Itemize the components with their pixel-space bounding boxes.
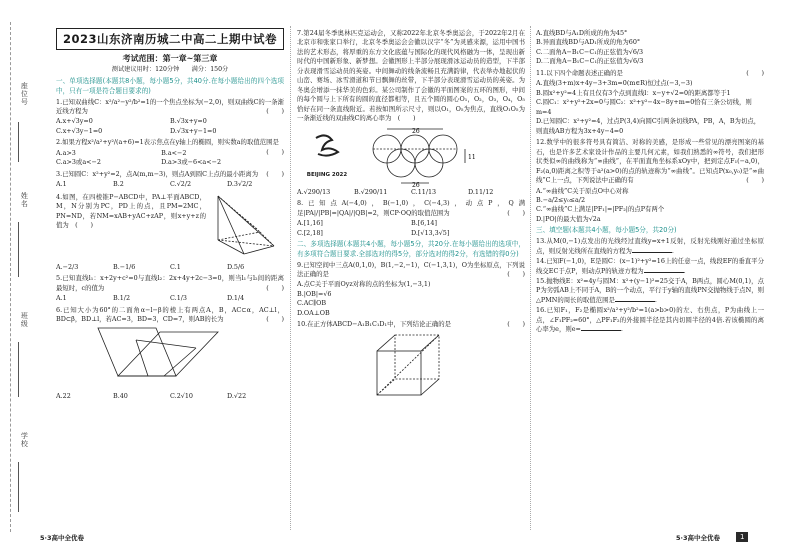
option-d[interactable]: D.5/6	[227, 262, 245, 271]
question-5: 5.已知直线l₁：x+2y+c²=0与直线l₂：2x+4y+2c−3=0，则当l₁与l₂间的距离最短时，c的值为 ( )	[56, 274, 284, 292]
question-text: 5.已知直线l₁：x+2y+c²=0与直线l₂：2x+4y+2c−3=0，则当l₁与l₂间的距离最短时，c的值为	[56, 274, 284, 292]
question-text: 3.已知圆C：x²+y²=2，点A(m,m−3)，则点A到圆C上点的最小距离为	[56, 169, 259, 178]
option-c[interactable]: C.“∞曲线”C上满足|PF₁|=|PF₂|的点P有两个	[536, 205, 665, 214]
footer-left: 5·3高中全优卷	[40, 534, 85, 542]
column-2	[297, 28, 525, 530]
column-1	[56, 28, 284, 530]
footer-right: 5·3高中全优卷	[676, 534, 721, 542]
seat-label: 座位号	[20, 82, 29, 106]
option-d[interactable]: D.1/4	[227, 294, 245, 303]
emblem	[297, 132, 357, 180]
question-8: 8.已知点A(−4,0)，B(−1,0)，C(−4,3)，动点P，Q满足|PA|/|PB|=|QA|/|QB|=2，则CP·OQ的取值范围为 ( )	[297, 199, 525, 217]
option-a[interactable]: A.1	[56, 294, 67, 303]
question-13: 13.从M(0,−1)点发出的光线经过直线y=x+1反射，反射光线刚好通过坐标原点，则反射光线所在直线的方程为 .	[536, 237, 764, 255]
exam-title: 2023山东济南历城二中高二上期中试卷	[56, 28, 284, 50]
option-c[interactable]: C.2√10	[170, 392, 193, 401]
cut-line	[10, 22, 11, 532]
question-text: 8.已知点A(−4,0)，B(−1,0)，C(−4,3)，动点P，Q满足|PA|/|PB|=|QA|/|QB|=2，则CP·OQ的取值范围为	[297, 199, 525, 217]
option-a[interactable]: A.[1,16]	[297, 219, 323, 228]
options	[56, 263, 284, 272]
option-c[interactable]: C.11/13	[411, 187, 437, 196]
question-text: 16.已知F₁，F₂是椭圆x²/a²+y²/b²=1(a>b>0)的左、右焦点，P为曲线上一点，∠F₁PF₂=60°，△PF₁F₂的外接圆半径是其内切圆半径的4倍.若该椭圆的离心率为e，则e=	[536, 306, 764, 334]
question-6: 6.已知大小为60°的二面角α−l−β的棱上有两点A，B，AC⊂α，AC⊥l，BD⊂β，BD⊥l，若AC=3，BD=3，CD=7，则AB的长为 ( )	[56, 305, 284, 324]
option-b[interactable]: B.|OB|=√6	[297, 289, 332, 298]
pyramid-figure	[206, 192, 282, 262]
option-c[interactable]: C.1/3	[170, 294, 187, 303]
section-fill-blank: 三、填空题(本题共4小题，每小题5分，共20分)	[536, 226, 677, 235]
options	[56, 149, 266, 168]
answer-blank[interactable]	[632, 252, 672, 253]
option-b[interactable]: B.−1/6	[113, 262, 136, 271]
question-3: 3.已知圆C：x²+y²=2，点A(m,m−3)，则点A到圆C上点的最小距离为 ( )	[56, 169, 284, 178]
option-b[interactable]: B.1/2	[113, 294, 131, 303]
option-a[interactable]: A.直线BD与A₁D所成的角为45°	[536, 29, 628, 37]
option-d[interactable]: D.|PO|的最大值为√2a	[536, 214, 601, 223]
dihedral-figure	[56, 326, 284, 388]
option-d[interactable]: D.√3x+y−1=0	[170, 126, 217, 135]
question-text: 4.如图，在四棱锥P−ABCD中，PA⊥平面ABCD，M，N分别为PC，PD上的点，且PM=2MC，PN=ND，若NM=xAB+yAC+zAP，则x+y+z的值为	[56, 192, 206, 230]
options	[536, 79, 764, 136]
exam-meta: 测试建议用时：120分钟 满分：150分	[111, 65, 229, 73]
option-d[interactable]: D.二面角A−B₁C−C₁的正弦值为√6/3	[536, 57, 644, 66]
question-11: 11.以下四个命题表述正确的是 ( )	[536, 68, 764, 77]
dim-top: 26	[412, 127, 420, 135]
option-d[interactable]: D.a>3或−6<a<−2	[161, 158, 222, 167]
option-d[interactable]: D.11/12	[468, 187, 494, 196]
question-text: 12.数学中的很多符号具有简洁、对称的美感，是形成一些常见的漂亮图案的基石，也是许多艺术家设计作品的主要几何元素，如我们熟悉的∞符号，我们把形状类似∞的曲线称为“∞曲线”，在平面直角坐标系xOy中，把到定点F₁(−a,0)，F₂(a,0)距离之积等于a²(a>0)的点的轨迹称为“∞曲线”。已知点P(x₀,y₀)是“∞曲线”C上一点，下列说法中正确的有	[536, 138, 764, 185]
option-d[interactable]: D.已知圆C：x²+y²=4，过点P(3,4)向圆C引两条切线PA，PB，A，B为切点，则直线AB方程为3x+4y−4=0	[536, 117, 761, 135]
school-blank	[18, 462, 19, 512]
exam-scope: 考试范围：第一章~第三章	[122, 54, 218, 64]
section-multi-choice: 二、多项选择题(本题共4小题，每小题5分，共20分.在每小题给出的选项中，有多项符合题目要求.全部选对的得5分，部分选对的得2分，有选错的得0分)	[297, 240, 525, 258]
option-a[interactable]: A.x+√3y=0	[56, 117, 93, 126]
option-b[interactable]: B.a<−2	[161, 148, 187, 157]
question-text: 15.抛物线E：x²=4y与圆M：x²+(y−1)²=25交于A，B两点，圆心M(0,1)，点P为劣弧AB上不同于A，B的一个动点，平行于y轴的直线PN交抛物线于点N，则△PMN的周长的取值范围是	[536, 277, 764, 304]
option-d[interactable]: D.[√13,3√5]	[411, 228, 450, 237]
question-text: 6.已知大小为60°的二面角α−l−β的棱上有两点A，B，AC⊂α，AC⊥l，BD⊂β，BD⊥l，若AC=3，BD=3，CD=7，则AB的长为	[56, 305, 284, 324]
options	[56, 392, 284, 401]
question-text: 7.第24届冬季奥林匹克运动会，又称2022年北京冬季奥运会，于2022年2月在北京市和张家口举行，北京冬季奥运会会徽以汉字“冬”为灵感来源，运用中国书法的艺术形态，将厚重的东方文化底蕴与国际化的现代风格融为一体，呈现出新时代的中国新形象、新梦想。会徽图形上半部分展现滑冰运动员的造型，下半部分表现滑雪运动员的英姿。中间舞动的线条流畅且充满韵律，代表举办地起伏的山峦、赛场、冰雪滑道和节日飘舞的丝带，下半部分表现滑雪运动员的英姿。为冬奥会增添一抹华美的色彩。某公司制作了会徽的平面图案的五环的图形，中间的每个圆与上下所有的圆的直径都相等，且五个圆的圆心O₁，O₂，O₃，O₄，O₅恰好在同一条直线附近。若按如图所示尺寸，则以O₁，O₅为焦点，直线O₁O₅为一条渐近线的双曲线C的离心率为	[297, 29, 525, 123]
options	[56, 117, 284, 136]
option-b[interactable]: B.√3x+y=0	[170, 117, 207, 126]
question-2: 2.如果方程x²/a²+y²/(a+6)=1表示焦点在y轴上的椭圆，则实数a的取值范围是 ( )	[56, 138, 284, 156]
option-c[interactable]: C.1	[170, 262, 181, 271]
question-12: 12.数学中的很多符号具有简洁、对称的美感，是形成一些常见的漂亮图案的基石，也是许多艺术家设计作品的主要几何元素，如我们熟悉的∞符号，我们把形状类似∞的曲线称为“∞曲线”，在平面直角坐标系xOy中，把到定点F₁(−a,0)，F₂(a,0)距离之积等于a²(a>0)的点的轨迹称为“∞曲线”。已知点P(x₀,y₀)是“∞曲线”C上一点，下列说法中正确的有 ( )	[536, 138, 764, 185]
answer-blank[interactable]	[615, 301, 655, 302]
option-a[interactable]: A.−2/3	[56, 262, 79, 271]
question-text: 11.以下四个命题表述正确的是	[536, 68, 623, 77]
option-b[interactable]: B.[6,14]	[411, 219, 437, 228]
answer-blank[interactable]	[581, 330, 621, 331]
dim-side: 11	[468, 153, 476, 161]
answer-blank[interactable]	[644, 272, 684, 273]
school-label: 学校	[20, 432, 29, 448]
question-text: 13.从M(0,−1)点发出的光线经过直线y=x+1反射，反射光线刚好通过坐标原点，则反射光线所在直线的方程为	[536, 237, 764, 255]
column-divider	[290, 26, 291, 530]
seat-blank	[18, 122, 19, 162]
options	[297, 188, 525, 197]
option-d[interactable]: D.3√2/2	[227, 180, 253, 189]
option-d[interactable]: D.OA⊥OB	[297, 308, 330, 317]
cube-figure	[297, 331, 525, 397]
option-a[interactable]: A.“∞曲线”C关于原点O中心对称	[536, 186, 629, 195]
option-c[interactable]: C.x+√3y−1=0	[56, 126, 103, 135]
question-14: 14.已知F(−1,0)，E是圆C：(x−1)²+y²=16上的任意一点，线段EF的垂直平分线交EC于点P，则动点P的轨迹方程为 .	[536, 257, 764, 275]
name-blank	[18, 222, 19, 277]
question-text: 14.已知F(−1,0)，E是圆C：(x−1)²+y²=16上的任意一点，线段EF的垂直平分线交EC于点P，则动点P的轨迹方程为	[536, 257, 764, 275]
question-1: 1.已知双曲线C：x²/a²−y²/b²=1的一个焦点坐标为(−2,0)，则双曲线C的一条渐近线方程为 ( )	[56, 97, 284, 115]
option-a[interactable]: A.1	[56, 180, 67, 189]
options-q10	[536, 29, 764, 67]
option-d[interactable]: D.√22	[227, 392, 247, 401]
name-label: 姓名	[20, 192, 29, 208]
question-10: 10.在正方体ABCD−A₁B₁C₁D₁中，下列结论正确的是 ( )	[297, 320, 525, 329]
option-a[interactable]: A.直线(3+m)x+4y−3+3m=0(m∈R)恒过点(−3,−3)	[536, 79, 693, 88]
option-c[interactable]: C.a>3或a<−2	[56, 158, 101, 167]
option-a[interactable]: A.a>3	[56, 148, 76, 157]
option-c[interactable]: C.[2,18]	[297, 228, 323, 237]
option-b[interactable]: B.−a/2≤y₀≤a/2	[536, 195, 586, 204]
option-a[interactable]: A.√290/13	[297, 187, 331, 196]
question-9: 9.已知空间中三点A(0,1,0)，B(1,−2,−1)，C(−1,3,1)，O为坐标原点，下列说法正确的是 ( )	[297, 260, 525, 278]
option-b[interactable]: B.2	[113, 180, 124, 189]
option-a[interactable]: A.点C关于平面Oyz对称的点的坐标为(1,−3,1)	[297, 280, 431, 289]
question-15: 15.抛物线E：x²=4y与圆M：x²+(y−1)²=25交于A，B两点，圆心M(0,1)，点P为劣弧AB上不同于A，B的一个动点，平行于y轴的直线PN交抛物线于点N，则△PMN的周长的取值范围是 .	[536, 277, 764, 304]
question-text: 1.已知双曲线C：x²/a²−y²/b²=1的一个焦点坐标为(−2,0)，则双曲线C的一条渐近线方程为	[56, 97, 284, 115]
question-text: 2.如果方程x²/a²+y²/(a+6)=1表示焦点在y轴上的椭圆，则实数a的取值范围是	[56, 138, 279, 147]
option-c[interactable]: C.二面角A−B₁C−C₁的正弦值为√6/3	[536, 47, 644, 56]
option-a[interactable]: A.22	[56, 392, 71, 401]
option-b[interactable]: B.√290/11	[354, 187, 388, 196]
emblem-text: BEIJING 2022	[306, 172, 348, 179]
binding-margin	[0, 22, 52, 532]
question-7: 7.第24届冬季奥林匹克运动会，又称2022年北京冬季奥运会，于2022年2月在北京市和张家口举行，北京冬季奥运会会徽以汉字“冬”为灵感来源，运用中国书法的艺术形态，将厚重的东方文化底蕴与国际化的现代风格融为一体，呈现出新时代的中国新形象、新梦想。会徽图形上半部分展现滑冰运动员的造型，下半部分表现滑雪运动员的英姿。中间舞动的线条流畅且充满韵律，代表举办地起伏的山峦、赛场、冰雪滑道和节日飘舞的丝带，下半部分表现滑雪运动员的英姿。为冬奥会增添一抹华美的色彩。某公司制作了会徽的平面图案的五环的图形，中间的每个圆与上下所有的圆的直径都相等，且五个圆的圆心O₁，O₂，O₃，O₄，O₅恰好在同一条直线附近。若按如图所示尺寸，则以O₁，O₅为焦点，直线O₁O₅为一条渐近线的双曲线C的离心率为 ( )	[297, 29, 525, 123]
dim-bottom: 26	[412, 181, 420, 187]
question-16: 16.已知F₁，F₂是椭圆x²/a²+y²/b²=1(a>b>0)的左、右焦点，P为曲线上一点，∠F₁PF₂=60°，△PF₁F₂的外接圆半径是其内切圆半径的4倍.若该椭圆的离心率为e，则e= .	[536, 306, 764, 334]
options	[56, 294, 284, 303]
five-rings-diagram	[357, 125, 517, 187]
option-b[interactable]: B.异面直线BD与AD₁所成的角为60°	[536, 38, 641, 47]
option-c[interactable]: C.圆C₁：x²+y²+2x=0与圆C₂：x²+y²−4x−8y+m=0恰有三条公切线，则m=4	[536, 98, 752, 116]
column-3	[536, 28, 764, 530]
page-number: 1	[736, 532, 748, 542]
olympic-figure	[297, 125, 525, 187]
top-margin	[0, 0, 794, 22]
column-divider	[530, 26, 531, 530]
question-4: 4.如图，在四棱锥P−ABCD中，PA⊥平面ABCD，M，N分别为PC，PD上的点，且PM=2MC，PN=ND，若NM=xAB+yAC+zAP，则x+y+z的值为 ( )	[56, 192, 206, 230]
question-text: 9.已知空间中三点A(0,1,0)，B(1,−2,−1)，C(−1,3,1)，O为坐标原点，下列说法正确的是	[297, 260, 525, 278]
class-label: 班级	[20, 312, 29, 328]
section-single-choice: 一、单项选择题(本题共8小题，每小题5分，共40分.在每小题给出的四个选项中，只有一项是符合题目要求的)	[56, 77, 284, 95]
question-text: 10.在正方体ABCD−A₁B₁C₁D₁中，下列结论正确的是	[297, 320, 452, 329]
option-b[interactable]: B.40	[113, 392, 128, 401]
class-blank	[18, 342, 19, 397]
options	[297, 219, 525, 238]
question-4-block	[56, 192, 284, 262]
options	[297, 280, 525, 318]
options	[536, 187, 764, 225]
options	[56, 180, 284, 189]
option-c[interactable]: C.√2/2	[170, 180, 192, 189]
winter-olympics-emblem-icon	[302, 132, 352, 168]
option-b[interactable]: B.圆x²+y²=4上有且仅有3个点到直线l：x−y+√2=0的距离都等于1	[536, 88, 731, 97]
option-c[interactable]: C.AC∥OB	[297, 299, 327, 308]
